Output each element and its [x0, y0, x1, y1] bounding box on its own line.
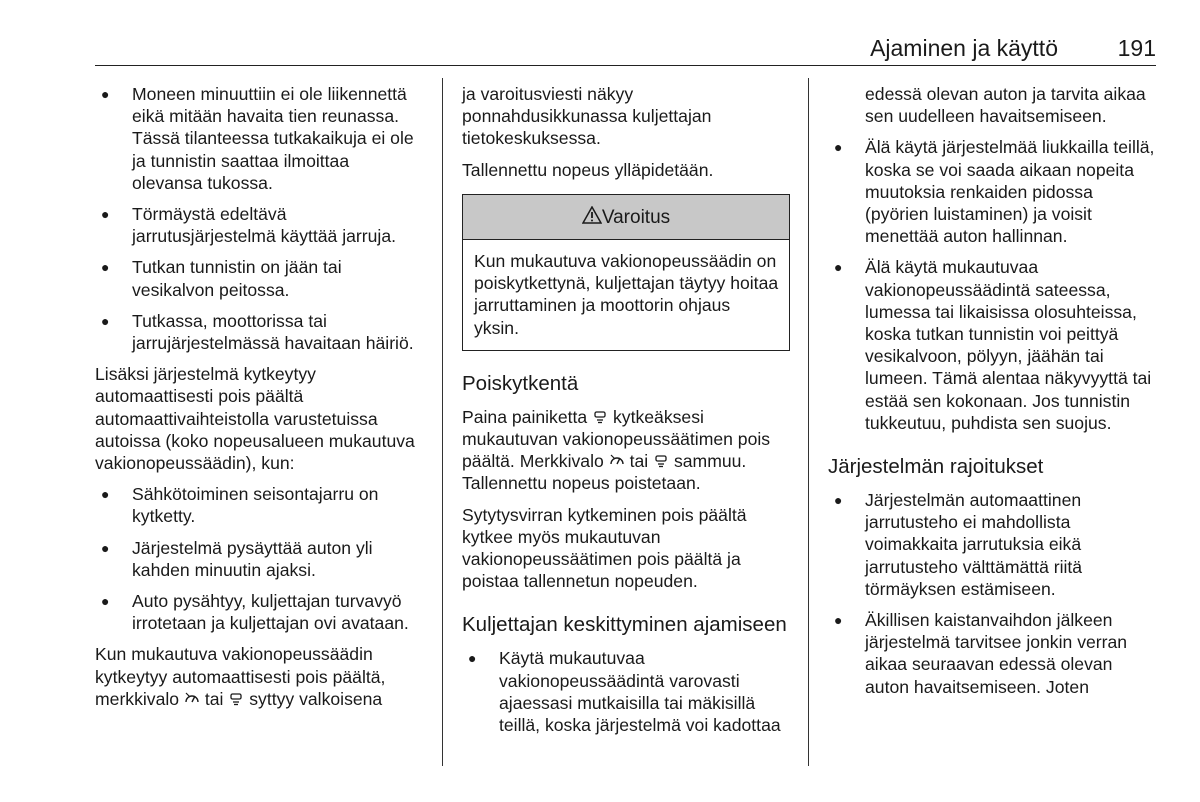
list-item: edessä olevan auton ja tarvita aikaa sen uudelleen havaitsemiseen.: [865, 84, 1146, 127]
list-item: ● Älä käytä järjestelmää liukkailla teillä, koska se voi saada aikaan nopeita muutoksia renkaiden pidossa (pyörien luistaminen) ja voisit menettää auton hallinnan.: [828, 136, 1158, 247]
bullet-list: [95, 83, 423, 354]
list-item: ● Auto pysähtyy, kuljettajan turvavyö irrotetaan ja kuljettajan ovi avataan.: [95, 590, 423, 634]
text-span: syttyy valkoisena: [249, 688, 383, 709]
list-item: ● Tutkassa, moottorissa tai jarrujärjestelmässä havaitaan häiriö.: [95, 310, 423, 354]
header-rule: [95, 65, 1156, 66]
list-item: ● Järjestelmä pysäyttää auton yli kahden minuutin ajaksi.: [95, 537, 423, 581]
adaptive-cruise-icon: [184, 691, 200, 706]
paragraph: [462, 406, 790, 495]
page-header-title: Ajaminen ja käyttö: [870, 35, 1058, 61]
bullet-list: [828, 489, 1158, 698]
bullet-list: [95, 483, 423, 634]
distance-sensor-icon: [653, 453, 669, 468]
section-heading: Kuljettajan keskittyminen ajamiseen: [462, 613, 787, 637]
section-heading: Järjestelmän rajoitukset: [828, 455, 1044, 479]
text-span: Kun mukautuva vakionopeussäädin kytkeytyy automaattisesti pois päältä, merkkivalo: [95, 644, 386, 709]
text-span: Paina painiketta: [462, 406, 588, 427]
warning-box: [462, 194, 790, 351]
paragraph: [95, 643, 423, 710]
column-divider: [442, 78, 443, 766]
list-item: ● Järjestelmän automaattinen jarrutusteho ei mahdollista voimakkaita jarrutuksia eikä jarrutusteho välttämättä riitä törmäyksen estämiseen.: [828, 489, 1158, 600]
list-item: ● Moneen minuuttiin ei ole liikennettä eikä mitään havaita tien reunassa. Tässä tilanteessa tutkakaikuja ei ole ja tunnistin saattaa ilmoittaa olevansa tukossa.: [95, 83, 423, 194]
text-span: kytkeäksesi mukautuvan vakionopeussäätimen pois päältä. Merkkivalo: [462, 406, 771, 472]
text-span: tai: [629, 451, 649, 472]
list-item: ● Tutkan tunnistin on jään tai vesikalvon peitossa.: [95, 256, 423, 300]
warning-header: [463, 195, 789, 240]
list-item: ● Äkillisen kaistanvaihdon jälkeen järjestelmä tarvitsee jonkin verran aikaa seuraavan edessä olevan auton havaitsemiseen. Joten: [828, 609, 1158, 698]
paragraph: Tallennettu nopeus ylläpidetään.: [462, 159, 714, 180]
paragraph: Sytytysvirran kytkeminen pois päältä kytkee myös mukautuvan vakionopeussäätimen pois päältä ja poistaa tallennetun nopeuden.: [462, 504, 747, 592]
bullet-list: [828, 83, 1158, 434]
column-3: [828, 83, 1158, 707]
warning-title: Varoitus: [601, 206, 671, 228]
list-item: ● Törmäystä edeltävä jarrutusjärjestelmä käyttää jarruja.: [95, 203, 423, 247]
list-item: ● Sähkötoiminen seisontajarru on kytketty.: [95, 483, 423, 527]
warning-text: Kun mukautuva vakionopeussäädin on poiskytkettynä, kuljettajan täytyy hoitaa jarruttaminen ja moottorin ohjaus yksin.: [474, 251, 779, 338]
paragraph: Lisäksi järjestelmä kytkeytyy automaattisesti pois päältä automaattivaihteistolla varustetuissa autoissa (koko nopeusalueen mukautuva vakionopeussäädin), kun:: [95, 364, 415, 474]
distance-sensor-icon: [592, 409, 608, 424]
distance-sensor-icon: [228, 691, 244, 706]
column-2: [462, 83, 790, 745]
text-span: sammuu. Tallennettu nopeus poistetaan.: [462, 451, 747, 494]
paragraph: ja varoitusviesti näkyy ponnahdusikkunassa kuljettajan tietokeskuksessa.: [462, 84, 712, 149]
text-span: tai: [204, 688, 224, 709]
list-item: ● Älä käytä mukautuvaa vakionopeussäädintä sateessa, lumessa tai likaisissa olosuhteissa, koska tutkan tunnistin voi peittyä vesikalvoon, pölyyn, jäähän tai lumeen. Tämä alentaa näkyvyyttä tai estää sen kokonaan. Jos tunnistin tukkeutuu, puhdista sen suojus.: [828, 256, 1158, 434]
column-divider: [808, 78, 809, 766]
list-item: ● Käytä mukautuvaa vakionopeussäädintä varovasti ajaessasi mutkaisilla tai mäkisillä teillä, koska järjestelmä voi kadottaa: [462, 647, 790, 736]
section-heading: Poiskytkentä: [462, 371, 579, 395]
column-1: [95, 83, 423, 719]
adaptive-cruise-icon: [609, 453, 625, 468]
bullet-list: [462, 647, 790, 736]
warning-triangle-icon: [582, 206, 602, 224]
page-number: 191: [1117, 35, 1156, 61]
